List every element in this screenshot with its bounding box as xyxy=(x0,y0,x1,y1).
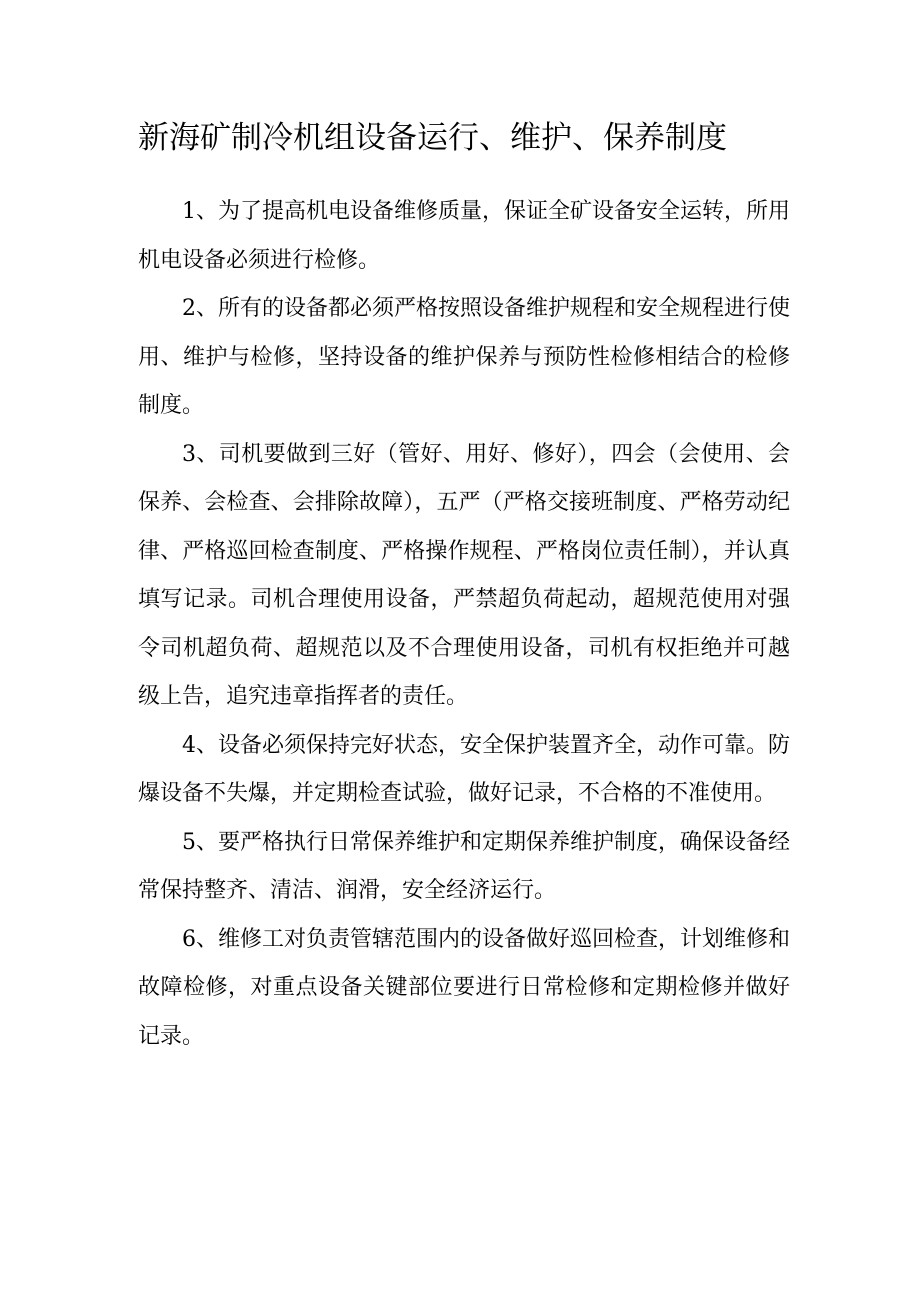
document-body xyxy=(138,188,790,1061)
paragraph-2: 2、所有的设备都必须严格按照设备维护规程和安全规程进行使用、维护与检修，坚持设备的维护保养与预防性检修相结合的检修制度。 xyxy=(138,296,790,418)
paragraph-4: 4、设备必须保持完好状态，安全保护装置齐全，动作可靠。防爆设备不失爆，并定期检查试验，做好记录，不合格的不准使用。 xyxy=(138,732,790,806)
paragraph-5: 5、要严格执行日常保养维护和定期保养维护制度，确保设备经常保持整齐、清洁、润滑，安全经济运行。 xyxy=(138,829,790,903)
paragraph-1: 1、为了提高机电设备维修质量，保证全矿设备安全运转，所用机电设备必须进行检修。 xyxy=(138,199,790,273)
document-title: 新海矿制冷机组设备运行、维护、保养制度 xyxy=(138,120,727,156)
paragraph-6: 6、维修工对负责管辖范围内的设备做好巡回检查，计划维修和故障检修，对重点设备关键部位要进行日常检修和定期检修并做好记录。 xyxy=(138,926,790,1049)
paragraph-3: 3、司机要做到三好（管好、用好、修好），四会（会使用、会保养、会检查、会排除故障），五严（严格交接班制度、严格劳动纪律、严格巡回检查制度、严格操作规程、严格岗位责任制），并认真填写记录。司机合理使用设备，严禁超负荷起动，超规范使用对强令司机超负荷、超规范以及不合理使用设备，司机有权拒绝并可越级上告，追究违章指挥者的责任。 xyxy=(138,441,790,709)
